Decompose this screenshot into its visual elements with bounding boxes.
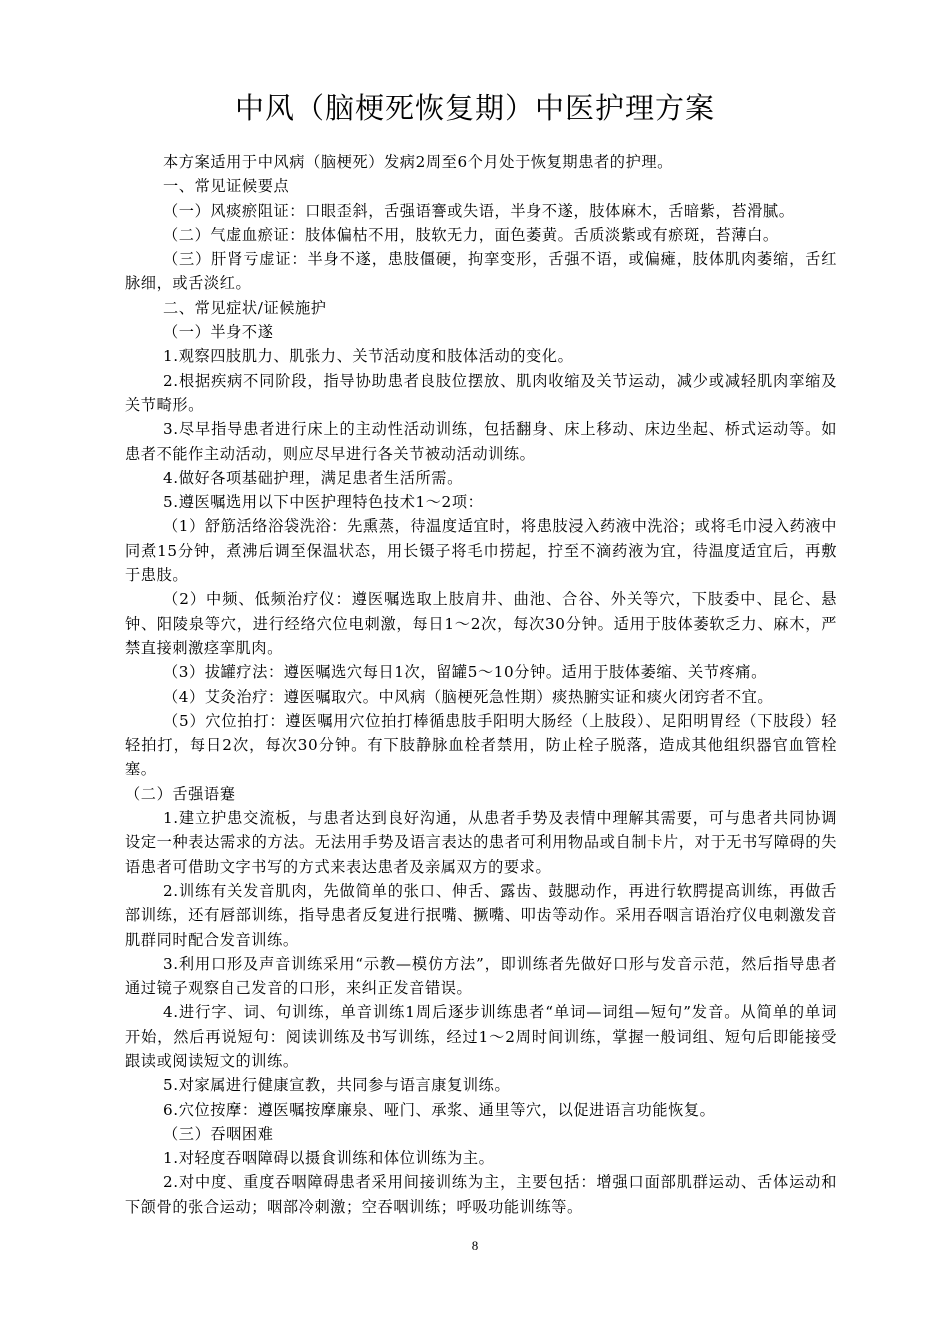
list-item: 3.利用口形及声音训练采用“示教—模仿方法”，即训练者先做好口形与发音示范，然后指导患者通过镜子观察自己发音的口形，来纠正发音错误。 bbox=[125, 954, 837, 998]
paragraph-scope: 本方案适用于中风病（脑梗死）发病2周至6个月处于恢复期患者的护理。 bbox=[163, 153, 673, 171]
list-item: 1.对轻度吞咽障碍以摄食训练和体位训练为主。 bbox=[163, 1149, 495, 1168]
list-item: （2）中频、低频治疗仪：遵医嘱选取上肢肩井、曲池、合谷、外关等穴，下肢委中、昆仑、悬钟、阳陵泉等穴，进行经络穴位电刺激，每日1～2次，每次30分钟。适用于肢体萎软乏力、麻木，严禁直接刺激痉挛肌肉。 bbox=[125, 590, 837, 657]
list-item: 1.观察四肢肌力、肌张力、关节活动度和肢体活动的变化。 bbox=[163, 347, 574, 366]
subheading-dysphagia: （三）吞咽困难 bbox=[163, 1124, 274, 1143]
list-item: 5.遵医嘱选用以下中医护理特色技术1～2项： bbox=[163, 493, 484, 512]
document-body bbox=[125, 150, 837, 1219]
paragraph-syndrome-1: （一）风痰瘀阻证：口眼歪斜，舌强语謇或失语，半身不遂，肢体麻木，舌暗紫，苔滑腻。 bbox=[163, 201, 795, 220]
paragraph-syndrome-3: （三）肝肾亏虚证：半身不遂，患肢僵硬，拘挛变形，舌强不语，或偏瘫，肢体肌肉萎缩，舌红脉细，或舌淡红。 bbox=[125, 250, 837, 293]
subheading-aphasia: （二）舌强语蹇 bbox=[125, 784, 236, 803]
list-item: 1.建立护患交流板，与患者达到良好沟通，从患者手势及表情中理解其需要，可与患者共同协调设定一种表达需求的方法。无法用手势及语言表达的患者可利用物品或自制卡片，对于无书写障碍的失语患者可借助文字书写的方式来表达患者及亲属双方的要求。 bbox=[125, 809, 837, 876]
list-item: 2.对中度、重度吞咽障碍患者采用间接训练为主，主要包括：增强口面部肌群运动、舌体运动和下颌骨的张合运动；咽部冷刺激；空吞咽训练；呼吸功能训练等。 bbox=[125, 1173, 837, 1216]
page-title: 中风（脑梗死恢复期）中医护理方案 bbox=[234, 91, 715, 125]
list-item: （5）穴位拍打：遵医嘱用穴位拍打棒循患肢手阳明大肠经（上肢段）、足阳明胃经（下肢段）轻轻拍打，每日2次，每次30分钟。有下肢静脉血栓者禁用，防止栓子脱落，造成其他组织器官血管栓塞。 bbox=[125, 711, 837, 779]
list-item: （3）拔罐疗法：遵医嘱选穴每日1次，留罐5～10分钟。适用于肢体萎缩、关节疼痛。 bbox=[163, 663, 767, 682]
heading-section-2: 二、常见症状/证候施护 bbox=[163, 298, 327, 317]
list-item: （1）舒筋活络浴袋洗浴：先熏蒸，待温度适宜时，将患肢浸入药液中洗浴；或将毛巾浸入药液中同煮15分钟，煮沸后调至保温状态，用长镊子将毛巾捞起，拧至不滴药液为宜，待温度适宜后，再敷于患肢。 bbox=[125, 517, 837, 585]
page-number: 8 bbox=[471, 1238, 479, 1253]
list-item: 4.做好各项基础护理，满足患者生活所需。 bbox=[163, 468, 463, 487]
list-item: 6.穴位按摩：遵医嘱按摩廉泉、哑门、承浆、通里等穴，以促进语言功能恢复。 bbox=[163, 1100, 716, 1119]
list-item: 4.进行字、词、句训练，单音训练1周后逐步训练患者“单词—词组—短句”发音。从简单的单词开始，然后再说短句：阅读训练及书写训练，经过1～2周时间训练，掌握一般词组、短句后即能接受跟读或阅读短文的训练。 bbox=[125, 1003, 837, 1070]
list-item: 2.根据疾病不同阶段，指导协助患者良肢位摆放、肌肉收缩及关节运动，减少或减轻肌肉挛缩及关节畸形。 bbox=[125, 371, 837, 414]
heading-section-1: 一、常见证候要点 bbox=[163, 177, 290, 196]
paragraph-syndrome-2: （二）气虚血瘀证：肢体偏枯不用，肢软无力，面色萎黄。舌质淡紫或有瘀斑，苔薄白。 bbox=[163, 225, 779, 244]
subheading-hemiplegia: （一）半身不遂 bbox=[163, 323, 274, 342]
list-item: 5.对家属进行健康宣教，共同参与语言康复训练。 bbox=[163, 1076, 511, 1095]
list-item: 2.训练有关发音肌肉，先做简单的张口、伸舌、露齿、鼓腮动作，再进行软腭提高训练，再做舌部训练，还有唇部训练，指导患者反复进行抿嘴、撅嘴、叩齿等动作。采用吞咽言语治疗仪电刺激发音肌群同时配合发音训练。 bbox=[125, 881, 837, 949]
list-item: 3.尽早指导患者进行床上的主动性活动训练，包括翻身、床上移动、床边坐起、桥式运动等。如患者不能作主动活动，则应尽早进行各关节被动活动训练。 bbox=[125, 420, 837, 463]
list-item: （4）艾灸治疗：遵医嘱取穴。中风病（脑梗死急性期）痰热腑实证和痰火闭窍者不宜。 bbox=[163, 687, 774, 706]
